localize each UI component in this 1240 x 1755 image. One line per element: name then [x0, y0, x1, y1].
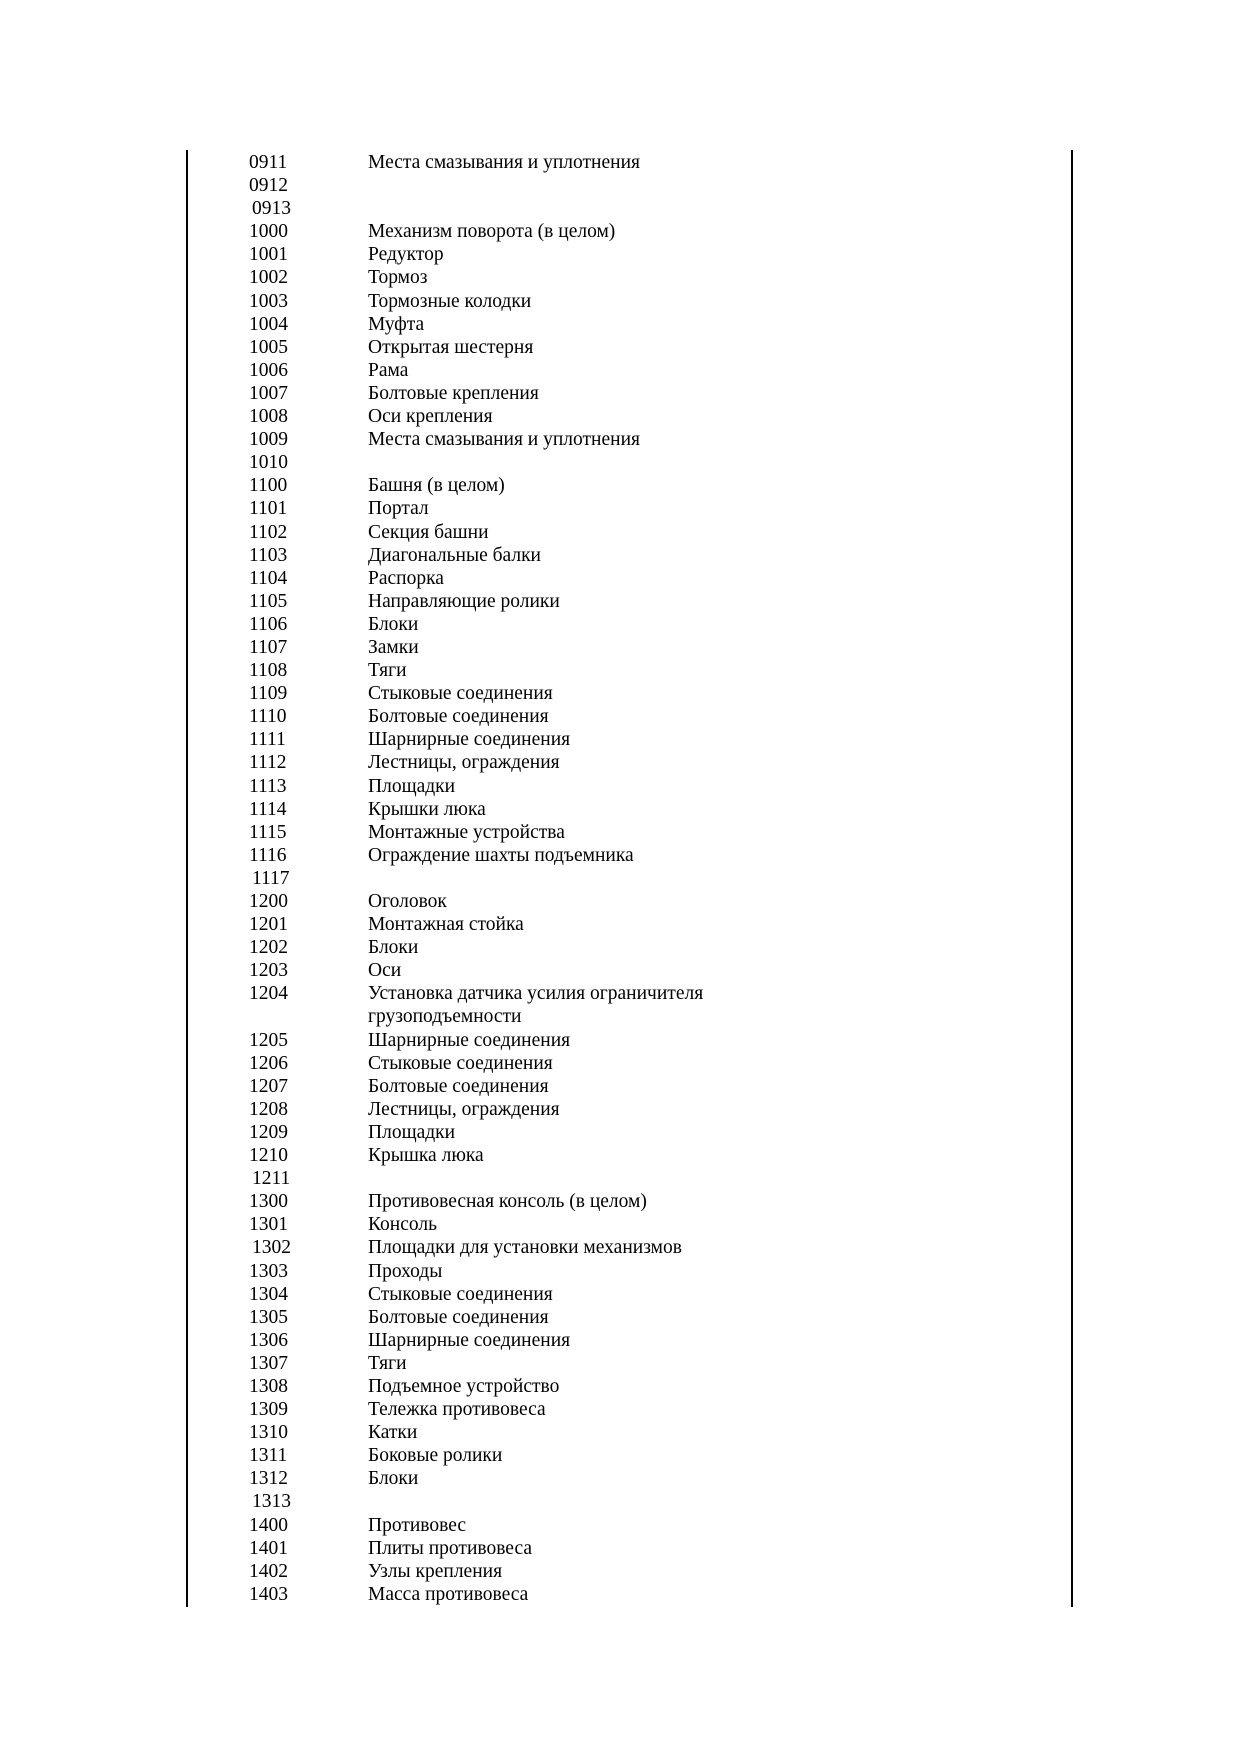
list-item [188, 844, 1071, 867]
item-description: Места смазывания и уплотнения [368, 152, 640, 173]
list-item [188, 220, 1071, 243]
item-description: Оси крепления [368, 406, 493, 428]
item-code: 1400 [249, 1514, 288, 1536]
list-item [188, 266, 1071, 289]
list-item [188, 474, 1071, 497]
item-code: 1210 [249, 1145, 288, 1167]
item-code: 1107 [249, 636, 288, 658]
item-description: Боковые ролики [368, 1445, 503, 1467]
list-item [188, 544, 1071, 567]
item-description: Болтовые соединения [368, 1075, 549, 1097]
item-code: 1006 [249, 359, 288, 381]
item-code: 1403 [249, 1583, 288, 1605]
list-item [188, 567, 1071, 590]
item-description: Тяги [368, 660, 407, 682]
list-item [188, 451, 1071, 474]
list-item [188, 1260, 1071, 1283]
list-item [188, 428, 1071, 451]
list-item [188, 1075, 1071, 1098]
list-item [188, 1190, 1071, 1213]
item-code: 1105 [249, 590, 288, 612]
item-description: Монтажные устройства [368, 821, 565, 843]
item-code: 1100 [249, 475, 288, 497]
list-item [188, 174, 1071, 197]
item-code: 1300 [249, 1191, 288, 1213]
item-description: Противовесная консоль (в целом) [368, 1191, 647, 1213]
item-description: Проходы [368, 1260, 443, 1282]
list-item [188, 705, 1071, 728]
list-item [188, 1398, 1071, 1421]
item-code: 1102 [249, 521, 288, 543]
item-description: Открытая шестерня [368, 336, 534, 358]
list-item [188, 313, 1071, 336]
item-description: Шарнирные соединения [368, 1329, 571, 1351]
item-code: 1307 [249, 1352, 288, 1374]
code-list [188, 151, 1071, 1606]
list-item [188, 382, 1071, 405]
item-description: Тележка противовеса [368, 1399, 546, 1421]
item-description: Плиты противовеса [368, 1537, 532, 1559]
item-description: Консоль [368, 1214, 437, 1236]
list-item [188, 521, 1071, 544]
item-description: Подъемное устройство [368, 1375, 560, 1397]
item-code: 1201 [249, 914, 288, 936]
item-code: 1111 [249, 729, 286, 751]
item-code: 1302 [252, 1237, 291, 1259]
item-code: 1117 [252, 867, 290, 889]
item-code: 1112 [249, 752, 287, 774]
item-code: 1005 [249, 336, 288, 358]
item-description: Монтажная стойка [368, 914, 524, 936]
item-code: 1109 [249, 683, 288, 705]
item-description: Болтовые соединения [368, 706, 549, 728]
list-item [188, 1144, 1071, 1167]
item-description: Механизм поворота (в целом) [368, 221, 616, 243]
item-description: Крышка люка [368, 1145, 484, 1167]
item-description: Площадки для установки механизмов [368, 1237, 682, 1259]
item-code: 1308 [249, 1375, 288, 1397]
item-code: 1000 [249, 221, 288, 243]
item-code: 1104 [249, 567, 288, 589]
item-description: Портал [368, 498, 429, 520]
list-item [188, 336, 1071, 359]
list-item [188, 821, 1071, 844]
list-item [188, 982, 1071, 1028]
item-code: 1008 [249, 406, 288, 428]
list-item [188, 682, 1071, 705]
item-code: 1010 [249, 452, 288, 474]
item-code: 1303 [249, 1260, 288, 1282]
item-description: Тормозные колодки [368, 290, 532, 312]
item-description: Секция башни [368, 521, 489, 543]
item-code: 1003 [249, 290, 288, 312]
item-code: 1103 [249, 544, 288, 566]
item-code: 1110 [249, 706, 287, 728]
item-description: Крышки люка [368, 798, 486, 820]
item-code: 1004 [249, 313, 288, 335]
item-code: 1310 [249, 1422, 288, 1444]
list-item [188, 1236, 1071, 1259]
item-description: Лестницы, ограждения [368, 1098, 560, 1120]
list-item [188, 1213, 1071, 1236]
item-code: 1116 [249, 844, 287, 866]
list-item [188, 936, 1071, 959]
list-item [188, 1421, 1071, 1444]
list-item [188, 1029, 1071, 1052]
list-item [188, 775, 1071, 798]
item-code: 1204 [249, 983, 288, 1005]
item-code: 1101 [249, 498, 288, 520]
list-item [188, 1467, 1071, 1490]
list-item [188, 1098, 1071, 1121]
item-description: Муфта [368, 313, 425, 335]
item-code: 1203 [249, 960, 288, 982]
item-code: 1207 [249, 1075, 288, 1097]
list-item [188, 798, 1071, 821]
item-description: Площадки [368, 1121, 456, 1143]
item-description: Установка датчика усилия ограничителя грузоподъемности [368, 983, 704, 1028]
item-code: 0912 [249, 175, 288, 197]
item-description: Узлы крепления [368, 1560, 503, 1582]
item-description: Блоки [368, 937, 419, 959]
item-code: 1309 [249, 1399, 288, 1421]
item-code: 1206 [249, 1052, 288, 1074]
list-item [188, 959, 1071, 982]
item-code: 1312 [249, 1468, 288, 1490]
item-code: 1114 [249, 798, 287, 820]
item-code: 1200 [249, 891, 288, 912]
list-item [188, 1560, 1071, 1583]
item-code: 0911 [249, 152, 288, 173]
item-description: Рама [368, 359, 409, 381]
list-item [188, 728, 1071, 751]
item-description: Болтовые соединения [368, 1306, 549, 1328]
item-code: 1208 [249, 1098, 288, 1120]
list-item [188, 290, 1071, 313]
list-item [188, 1283, 1071, 1306]
item-description: Оси [368, 960, 402, 982]
item-description: Тяги [368, 1352, 407, 1374]
list-item [188, 659, 1071, 682]
list-item [188, 1375, 1071, 1398]
item-description: Замки [368, 636, 419, 658]
list-item [188, 243, 1071, 266]
item-description: Оголовок [368, 891, 447, 912]
list-item [188, 613, 1071, 636]
list-item [188, 636, 1071, 659]
item-description: Стыковые соединения [368, 1283, 553, 1305]
item-description: Диагональные балки [368, 544, 541, 566]
item-code: 1306 [249, 1329, 288, 1351]
item-code: 0913 [252, 198, 291, 220]
item-description: Стыковые соединения [368, 1052, 553, 1074]
item-description: Шарнирные соединения [368, 1029, 571, 1051]
item-description: Места смазывания и уплотнения [368, 429, 640, 451]
item-code: 1001 [249, 244, 288, 266]
item-code: 1115 [249, 821, 287, 843]
item-description: Башня (в целом) [368, 475, 505, 497]
item-code: 1106 [249, 613, 288, 635]
list-item [188, 867, 1071, 890]
list-item [188, 1167, 1071, 1190]
list-item [188, 1490, 1071, 1513]
item-description: Площадки [368, 775, 456, 797]
item-description: Противовес [368, 1514, 466, 1536]
list-item [188, 359, 1071, 382]
list-item [188, 151, 1071, 174]
list-item [188, 1329, 1071, 1352]
item-description: Болтовые крепления [368, 382, 539, 404]
item-code: 1301 [249, 1214, 288, 1236]
list-item [188, 405, 1071, 428]
list-item [188, 1306, 1071, 1329]
list-item [188, 1537, 1071, 1560]
list-item [188, 1514, 1071, 1537]
item-description: Направляющие ролики [368, 590, 560, 612]
item-description: Масса противовеса [368, 1583, 529, 1605]
item-description: Лестницы, ограждения [368, 752, 560, 774]
list-item [188, 751, 1071, 774]
item-description: Блоки [368, 613, 419, 635]
item-code: 1209 [249, 1121, 288, 1143]
item-code: 1401 [249, 1537, 288, 1559]
item-code: 1305 [249, 1306, 288, 1328]
list-item [188, 1052, 1071, 1075]
item-description: Ограждение шахты подъемника [368, 844, 634, 866]
list-item [188, 197, 1071, 220]
item-code: 1113 [249, 775, 287, 797]
item-description: Стыковые соединения [368, 683, 553, 705]
list-item [188, 913, 1071, 936]
item-description: Шарнирные соединения [368, 729, 571, 751]
item-code: 1009 [249, 429, 288, 451]
item-code: 1211 [252, 1168, 291, 1190]
item-description: Тормоз [368, 267, 428, 289]
list-item [188, 1121, 1071, 1144]
list-item [188, 590, 1071, 613]
item-code: 1313 [252, 1491, 291, 1513]
item-code: 1108 [249, 660, 288, 682]
item-code: 1202 [249, 937, 288, 959]
item-code: 1007 [249, 382, 288, 404]
item-code: 1002 [249, 267, 288, 289]
list-item [188, 1352, 1071, 1375]
item-description: Катки [368, 1422, 418, 1444]
list-item [188, 497, 1071, 520]
item-code: 1205 [249, 1029, 288, 1051]
item-description: Распорка [368, 567, 444, 589]
item-code: 1311 [249, 1445, 288, 1467]
item-code: 1402 [249, 1560, 288, 1582]
list-item [188, 1583, 1071, 1606]
list-item [188, 1444, 1071, 1467]
item-code: 1304 [249, 1283, 288, 1305]
item-description: Редуктор [368, 244, 444, 266]
right-border-line [1071, 150, 1073, 1607]
item-description: Блоки [368, 1468, 419, 1490]
list-item [188, 890, 1071, 913]
